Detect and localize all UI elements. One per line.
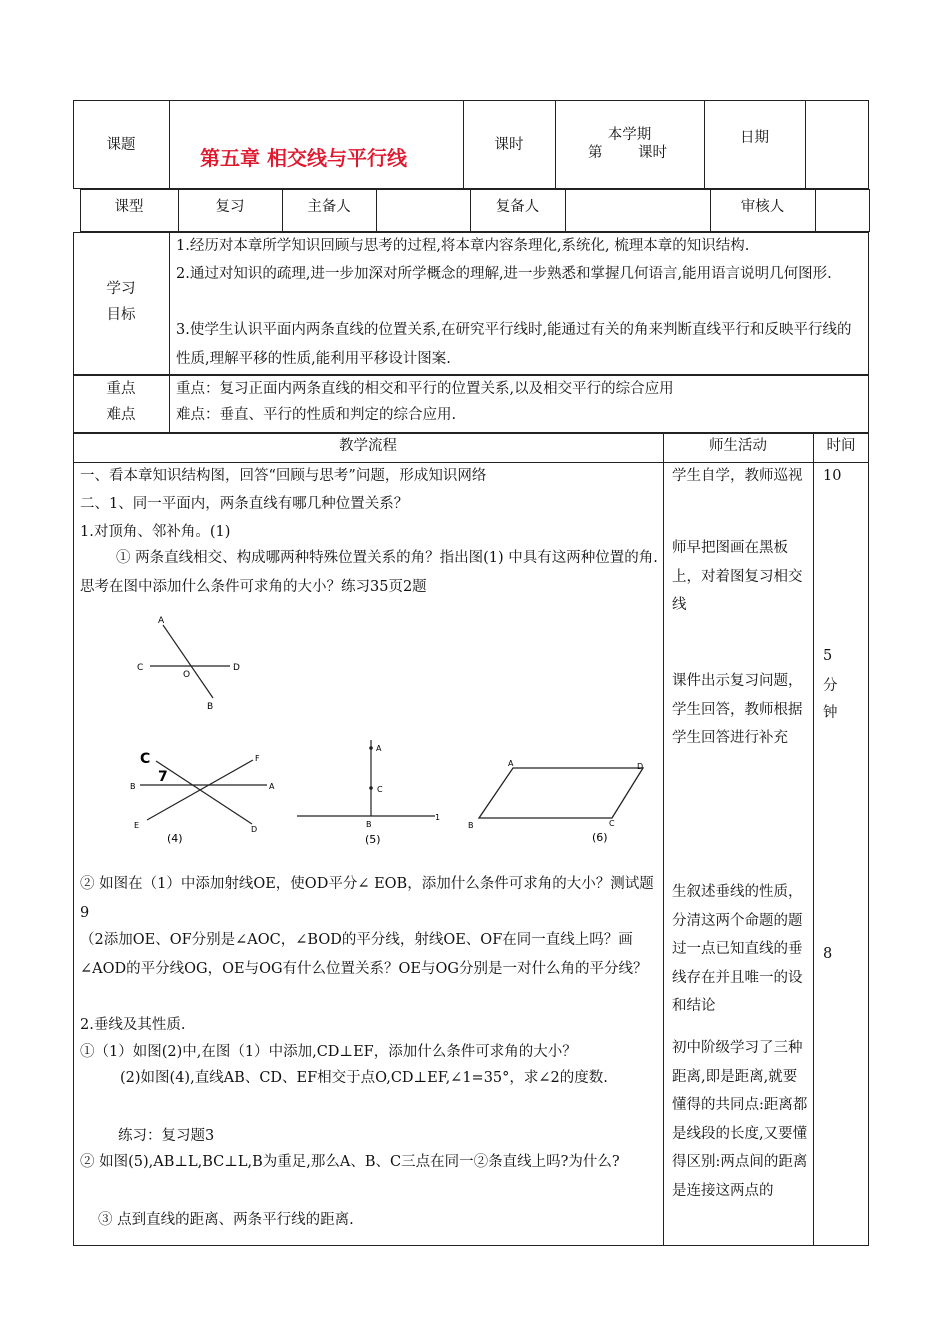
- difficulty-text: 难点：垂直、平行的性质和判定的综合应用.: [176, 407, 457, 423]
- label-7: 7: [158, 769, 168, 785]
- lead-label: 主备人: [307, 199, 351, 215]
- divider: [565, 189, 566, 232]
- process-paragraph: （2添加OE、OF分别是∠AOC，∠BOD的平分线，射线OE、OF在同一直线上吗？画∠AOD的平分线OG，OE与OG有什么位置关系？OE与OG分别是一对什么角的平分线？: [80, 932, 648, 977]
- figure-6: [462, 755, 652, 855]
- divider: [805, 100, 806, 189]
- label-c: C: [140, 751, 151, 767]
- course-label: 课题: [106, 137, 136, 153]
- keypoints-label: 重点: [106, 381, 136, 397]
- label-b: B: [468, 821, 474, 830]
- process-paragraph: ② 如图在（1）中添加射线OE，使OD平分∠ EOB，添加什么条件可求角的大小？测试题9: [80, 876, 654, 921]
- process-line: 二、1、同一平面内，两条直线有哪几种位置关系？: [80, 496, 409, 512]
- figure-1: [130, 610, 250, 714]
- label-b: B: [366, 820, 372, 829]
- label-l: 1: [435, 813, 441, 822]
- flow-header-process: 教学流程: [339, 438, 397, 454]
- process-paragraph: ① 两条直线相交、构成哪两种特殊位置关系的角？指出图(1) 中具有这两种位置的角.思考在图中添加什么条件可求角的大小？练习35页2题: [80, 550, 658, 595]
- period-label: 课时: [494, 137, 524, 153]
- caption-6: (6): [592, 831, 608, 844]
- process-paragraph: (2)如图(4),直线AB、CD、EF相交于点O,CD⊥EF,∠1=35°，求∠2的度数.: [120, 1070, 608, 1086]
- label-c: C: [377, 785, 383, 794]
- figure-5: [295, 735, 455, 850]
- activity-text: 课件出示复习问题，学生回答，教师根据学生回答进行补充: [672, 673, 803, 746]
- divider: [376, 189, 377, 232]
- divider: [169, 375, 170, 433]
- keypoints-label: 难点: [106, 407, 136, 423]
- divider: [169, 232, 170, 375]
- flow-header-time: 时间: [826, 438, 856, 454]
- date-label: 日期: [740, 130, 769, 146]
- divider: [813, 433, 814, 1246]
- process-line: 一、看本章知识结构图，回答“回顾与思考”问题，形成知识网络: [80, 468, 487, 484]
- term-suffix: 课时: [638, 145, 667, 161]
- goals-label: 学习: [106, 281, 136, 297]
- process-line: 练习：复习题3: [118, 1128, 215, 1144]
- divider: [169, 100, 170, 189]
- process-line: 2.垂线及其性质.: [80, 1017, 186, 1033]
- type-value: 复习: [215, 199, 245, 215]
- activity-text: 生叙述垂线的性质，分清这两个命题的题过一点已知直线的垂线存在并且唯一的设和结论: [672, 884, 803, 1014]
- process-line: 1.对顶角、邻补角。(1): [80, 524, 231, 540]
- activity-text: 师早把图画在黑板上，对着图复习相交线: [672, 540, 803, 613]
- term-label: 本学期: [607, 127, 652, 143]
- caption-5: (5): [365, 833, 381, 846]
- flow-header-activity: 师生活动: [709, 438, 767, 454]
- divider: [663, 433, 664, 1246]
- label-f: F: [255, 754, 260, 763]
- time-value: 钟: [823, 705, 838, 721]
- label-d: D: [637, 762, 644, 771]
- line-cd: [156, 761, 252, 824]
- divider: [555, 100, 556, 189]
- label-d: D: [233, 663, 240, 673]
- label-b: B: [207, 702, 214, 712]
- focus-text: 重点：复习正面内两条直线的相交和平行的位置关系,以及相交平行的综合应用: [176, 381, 674, 397]
- time-value: 5: [823, 648, 833, 664]
- time-value: 10: [823, 468, 842, 484]
- approver-label: 审核人: [740, 199, 785, 215]
- label-d: D: [251, 825, 258, 834]
- process-paragraph: ② 如图(5),AB⊥L,BC⊥L,B为重足,那么A、B、C三点在同一②条直线上吗?为什么?: [80, 1154, 620, 1170]
- label-c: C: [609, 819, 615, 828]
- type-label: 课型: [114, 199, 144, 215]
- label-a: A: [269, 782, 275, 791]
- reviewer-label: 复备人: [495, 199, 540, 215]
- label-a: A: [158, 616, 165, 626]
- label-o: O: [183, 670, 191, 680]
- divider: [815, 189, 816, 232]
- goal-item: 1.经历对本章所学知识回顾与思考的过程,将本章内容条理化,系统化, 梳理本章的知识结构.: [176, 238, 750, 254]
- caption-4: (4): [167, 832, 183, 845]
- parallelogram: [479, 768, 643, 818]
- line-ab: [163, 625, 213, 698]
- label-a: A: [376, 744, 382, 753]
- goals-label: 目标: [106, 307, 136, 323]
- process-line: ③ 点到直线的距离、两条平行线的距离.: [98, 1212, 354, 1228]
- activity-text: 学生自学，教师巡视: [672, 468, 803, 484]
- activity-text: 初中阶级学习了三种距离,即是距离,就要懂得的共同点:距离都是线段的长度,又要懂得区别:两点间的距离是连接这两点的: [672, 1040, 808, 1199]
- label-a: A: [508, 759, 514, 768]
- point-c: [369, 786, 373, 790]
- goal-item: 2.通过对知识的疏理,进一步加深对所学概念的理解,进一步熟悉和掌握几何语言,能用语言说明几何图形.: [176, 266, 832, 282]
- time-value: 8: [823, 946, 833, 962]
- process-line: ①（1）如图(2)中,在图（1）中添加,CD⊥EF，添加什么条件可求角的大小？: [80, 1044, 577, 1060]
- page-title: 第五章 相交线与平行线: [200, 146, 407, 170]
- term-prefix: 第: [588, 145, 603, 161]
- label-e: E: [134, 821, 140, 830]
- goal-item: 3.使学生认识平面内两条直线的位置关系,在研究平行线时,能通过有关的角来判断直线平行和反映平行线的性质,理解平移的性质,能利用平移设计图案.: [176, 322, 852, 367]
- label-b: B: [130, 782, 136, 791]
- figure-4: [120, 745, 280, 845]
- time-value: 分: [823, 678, 838, 694]
- point-a: [369, 746, 373, 750]
- label-c: C: [137, 663, 144, 673]
